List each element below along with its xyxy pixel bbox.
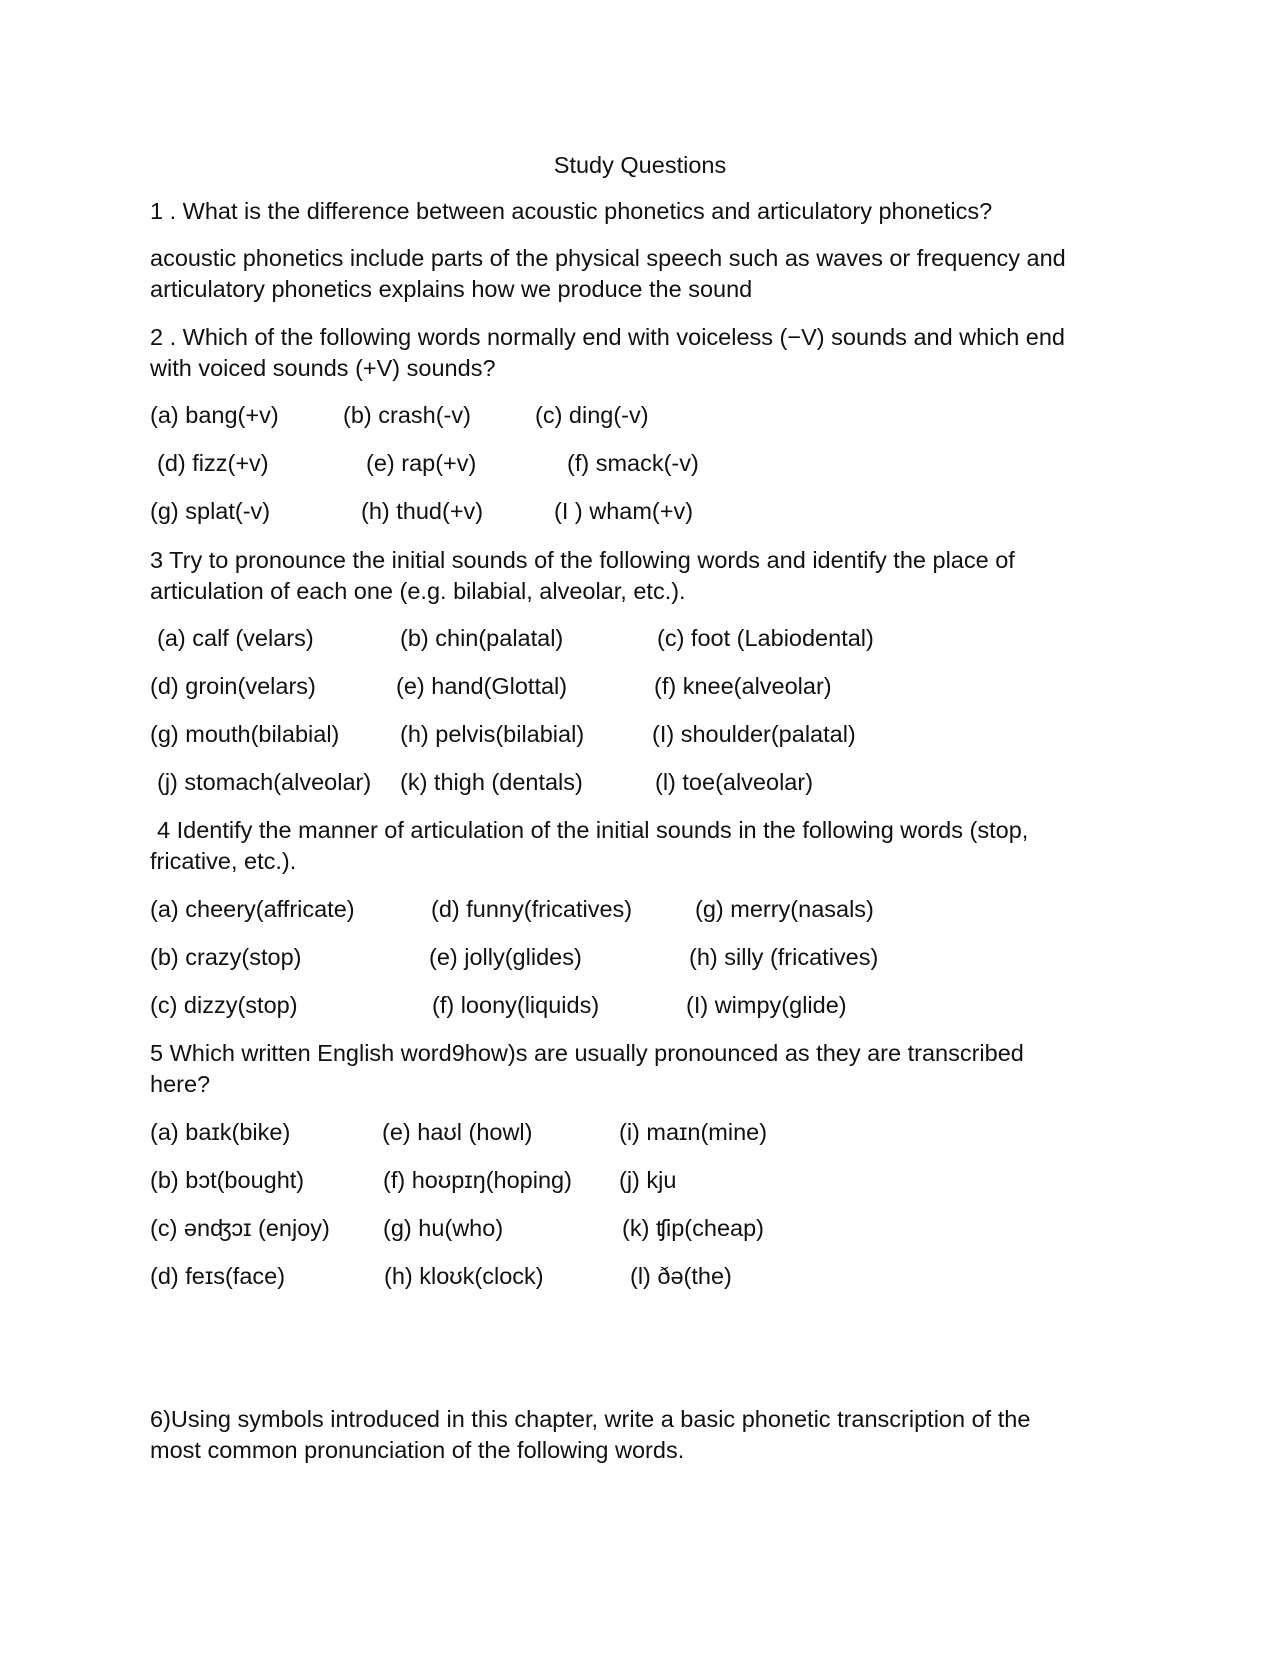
q5-item-k: (k) ʧip(cheap) (622, 1215, 764, 1241)
q5-item-h: (h) kloʊk(clock) (384, 1263, 544, 1289)
q4-item-g: (g) merry(nasals) (695, 896, 874, 922)
question-2-line-1: 2 . Which of the following words normally end with voiceless (−V) sounds and which end (150, 324, 1065, 350)
q2-item-e: (e) rap(+v) (366, 450, 477, 476)
q3-item-k: (k) thigh (dentals) (400, 769, 583, 795)
q3-item-h: (h) pelvis(bilabial) (400, 721, 585, 747)
q4-item-f: (f) loony(liquids) (432, 992, 600, 1018)
q5-item-e: (e) haʊl (howl) (382, 1119, 533, 1145)
question-1-text: 1 . What is the difference between acoustic phonetics and articulatory phonetics? (150, 198, 993, 224)
q3-item-d: (d) groin(velars) (150, 673, 316, 699)
q5-item-a: (a) baɪk(bike) (150, 1119, 291, 1145)
q5-item-b: (b) bɔt(bought) (150, 1167, 305, 1193)
question-2-line-2: with voiced sounds (+V) sounds? (150, 355, 496, 381)
q3-item-j: (j) stomach(alveolar) (157, 769, 372, 795)
question-6-line-1: 6)Using symbols introduced in this chapter, write a basic phonetic transcription of the (150, 1406, 1031, 1432)
question-6-line-2: most common pronunciation of the following words. (150, 1437, 685, 1463)
q3-item-e: (e) hand(Glottal) (396, 673, 568, 699)
answer-1-line-1: acoustic phonetics include parts of the physical speech such as waves or frequency and (150, 245, 1066, 271)
q3-item-c: (c) foot (Labiodental) (657, 625, 874, 651)
q2-item-f: (f) smack(-v) (567, 450, 699, 476)
q5-item-l: (l) ðə(the) (630, 1263, 732, 1289)
q5-item-j: (j) kju (619, 1167, 677, 1193)
q4-item-e: (e) jolly(glides) (429, 944, 582, 970)
q2-item-i: (I ) wham(+v) (554, 498, 694, 524)
q4-item-i: (I) wimpy(glide) (686, 992, 847, 1018)
q3-item-g: (g) mouth(bilabial) (150, 721, 340, 747)
question-5-line-2: here? (150, 1071, 211, 1097)
question-4-line-2: fricative, etc.). (150, 848, 297, 874)
page-title: Study Questions (553, 152, 727, 178)
answer-1-line-2: articulatory phonetics explains how we produce the sound (150, 276, 753, 302)
q2-item-d: (d) fizz(+v) (157, 450, 269, 476)
q5-item-d: (d) feɪs(face) (150, 1263, 286, 1289)
q5-item-c: (c) ənʤɔɪ (enjoy) (150, 1215, 330, 1241)
question-4-line-1: 4 Identify the manner of articulation of the initial sounds in the following words (stop, (157, 817, 1029, 843)
q3-item-f: (f) knee(alveolar) (654, 673, 832, 699)
q4-item-c: (c) dizzy(stop) (150, 992, 298, 1018)
question-5-line-1: 5 Which written English word9how)s are usually pronounced as they are transcribed (150, 1040, 1024, 1066)
question-3-line-1: 3 Try to pronounce the initial sounds of the following words and identify the place of (150, 547, 1015, 573)
q4-item-h: (h) silly (fricatives) (689, 944, 879, 970)
q2-item-b: (b) crash(-v) (343, 402, 471, 428)
q5-item-i: (i) maɪn(mine) (619, 1119, 768, 1145)
q2-item-h: (h) thud(+v) (361, 498, 484, 524)
q3-item-i: (I) shoulder(palatal) (652, 721, 856, 747)
q4-item-d: (d) funny(fricatives) (431, 896, 633, 922)
q2-item-a: (a) bang(+v) (150, 402, 279, 428)
q3-item-l: (l) toe(alveolar) (655, 769, 814, 795)
q2-item-g: (g) splat(-v) (150, 498, 271, 524)
q3-item-a: (a) calf (velars) (157, 625, 314, 651)
q4-item-b: (b) crazy(stop) (150, 944, 302, 970)
q2-item-c: (c) ding(-v) (535, 402, 649, 428)
question-3-line-2: articulation of each one (e.g. bilabial, alveolar, etc.). (150, 578, 686, 604)
q5-item-g: (g) hu(who) (383, 1215, 504, 1241)
q5-item-f: (f) hoʊpɪŋ(hoping) (383, 1167, 572, 1193)
q3-item-b: (b) chin(palatal) (400, 625, 564, 651)
q4-item-a: (a) cheery(affricate) (150, 896, 355, 922)
